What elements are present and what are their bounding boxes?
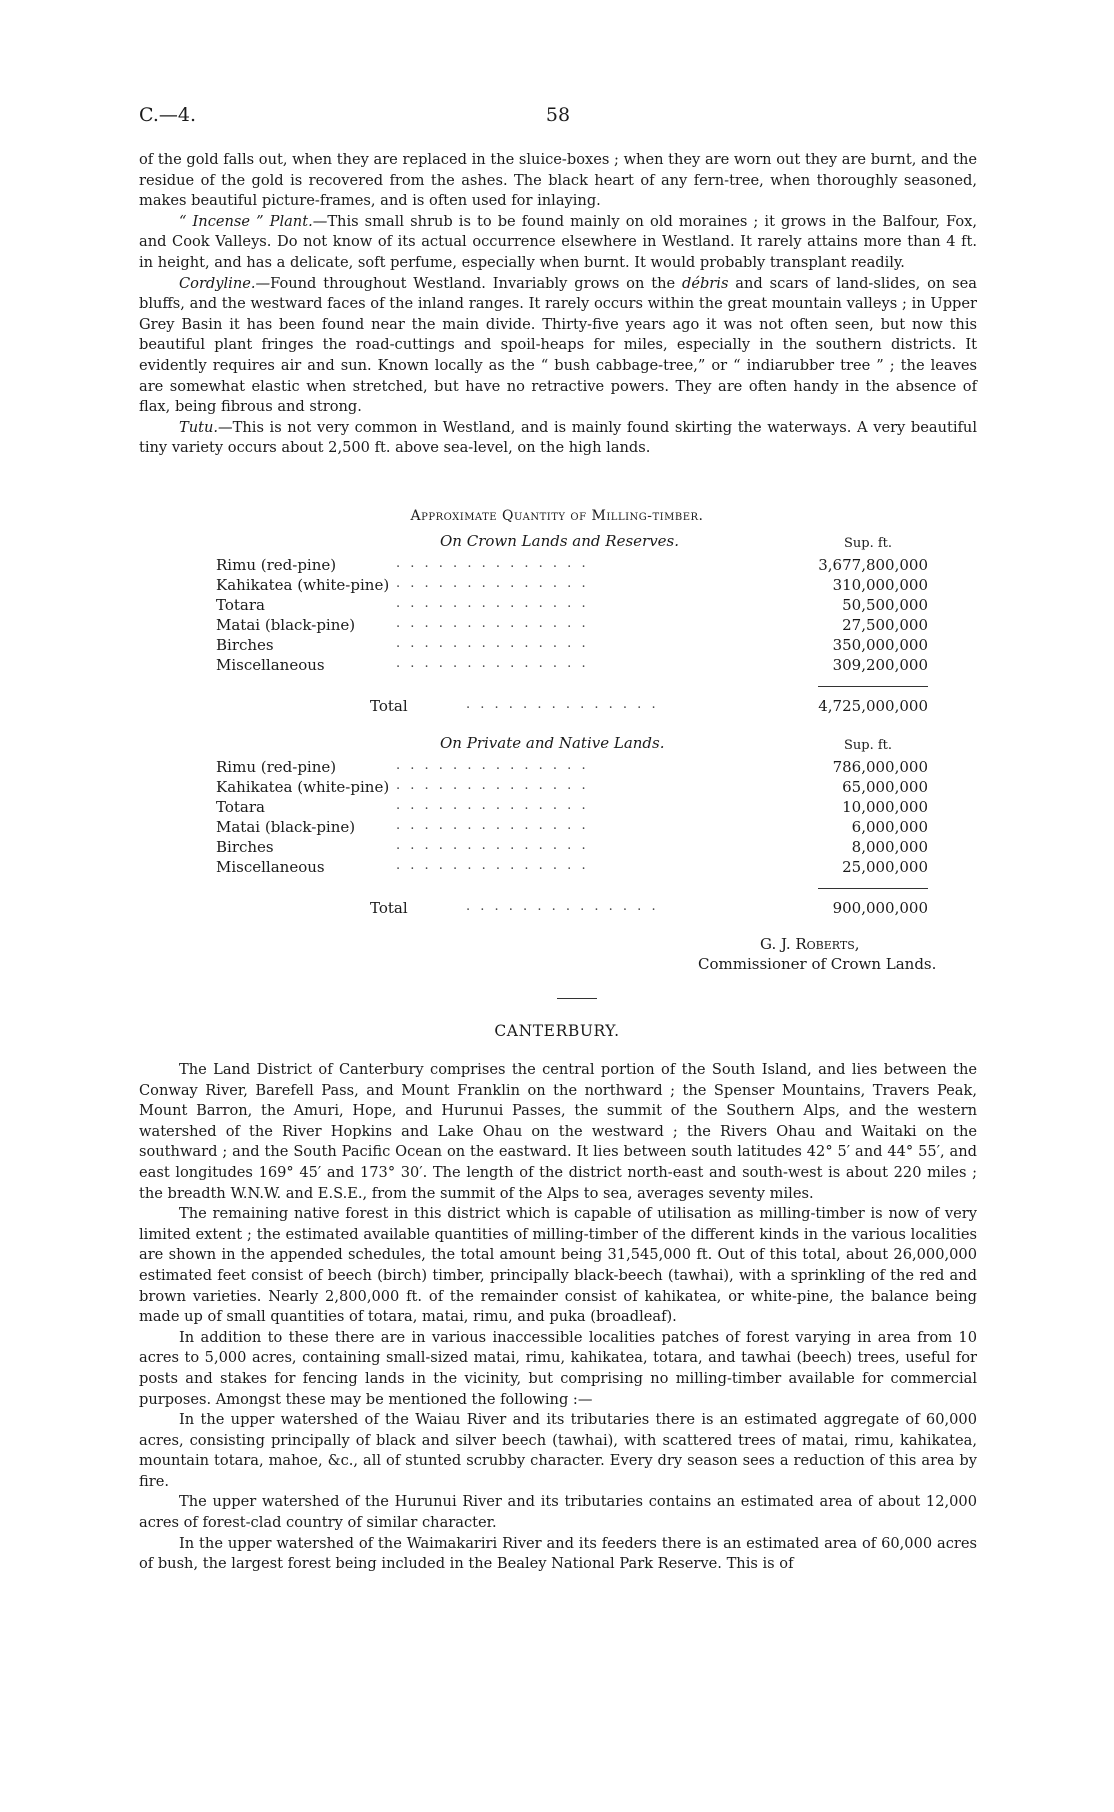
page-header — [139, 104, 977, 130]
signatory-name: G. J. Roberts, — [760, 935, 860, 953]
cordyline-title: Cordyline.— — [179, 274, 271, 292]
paragraph-hurunui-river: The upper watershed of the Hurunui River and its tributaries contains an estimated area of about 12,000 acres of forest-clad country of similar character. — [139, 1493, 977, 1532]
table-row: Kahikatea (white-pine) . . . . . . . . . . . . . . 310,000,000 — [216, 576, 928, 594]
paragraph-incense-plant — [139, 212, 977, 274]
table-row: Birches . . . . . . . . . . . . . . 350,000,000 — [216, 636, 928, 654]
table-row: Rimu (red-pine) . . . . . . . . . . . . . . 3,677,800,000 — [216, 556, 928, 574]
cordyline-text-b: and scars of land-slides, on sea bluffs, and the westward faces of the inland ranges. It rarely occurs within the great mountain valleys ; in Upper Grey Basin it has been found near the main divide. Thirty-five years ago it was not often seen, but now this beautiful plant fringes the road-cuttings and spoil-heaps for miles, especially in the southern districts. It evidently requires air and sun. Known locally as the “ bush cabbage-tree,” or “ indiarubber tree ” ; the leaves are somewhat elastic when stretched, but have no retractive powers. They are often handy in the absence of flax, being fibrous and strong. — [139, 274, 977, 416]
table-row: Miscellaneous . . . . . . . . . . . . . . 25,000,000 — [216, 858, 928, 876]
tutu-title: Tutu.— — [179, 418, 233, 436]
paragraph-canterbury-boundaries: The Land District of Canterbury comprises the central portion of the South Island, and lies between the Conway River, Barefell Pass, and Mount Franklin on the northward ; the Spenser Mountains, Travers Peak, Mount Barron, the Amuri, Hope, and Hurunui Passes, the summit of the Southern Alps, and the western watershed of the River Hopkins and Lake Ohau on the westward ; the Rivers Ohau and Waitaki on the southward ; and the South Pacific Ocean on the eastward. It lies between south latitudes 42° 5′ and 44° 55′, and east longitudes 169° 45′ and 173° 30′. The length of the district north-east and south-west is about 220 miles ; the breadth W.N.W. and E.S.E., from the summit of the Alps to sea, averages seventy miles. — [139, 1061, 977, 1202]
incense-plant-text: This small shrub is to be found mainly on old moraines ; it grows in the Balfour, Fox, and Cook Valleys. Do not know of its actual occurrence elsewhere in Westland. It rarely attains more than 4 ft. in height, and has a delicate, soft perfume, especially when burnt. It would probably transplant readily. — [139, 212, 977, 271]
section-divider — [557, 998, 597, 999]
crown-lands-heading: On Crown Lands and Reserves. — [440, 532, 680, 550]
paragraph-remaining-forest: The remaining native forest in this district which is capable of utilisation as milling-timber is now of very limited extent ; the estimated available quantities of milling-timber of the different kinds in the various localities are shown in the appended schedules, the total amount being 31,545,000 ft. Out of this total, about 26,000,000 estimated feet consist of beech (birch) timber, principally black-beech (tawhai), with a sprinkling of the red and brown varieties. Nearly 2,800,000 ft. of the remainder consist of kahikatea, or white-pine, the balance being made up of small quantities of totara, matai, rimu, and puka (broadleaf). — [139, 1205, 977, 1326]
table-row: Rimu (red-pine) . . . . . . . . . . . . . . 786,000,000 — [216, 758, 928, 776]
incense-plant-title: “ Incense ” Plant.— — [179, 212, 328, 230]
signatory-title: Commissioner of Crown Lands. — [698, 955, 937, 973]
paragraph-fern-tree: of the gold falls out, when they are replaced in the sluice-boxes ; when they are worn out they are burnt, and the residue of the gold is recovered from the ashes. The black heart of any fern-tree, when thoroughly seasoned, makes beautiful picture-frames, and is often used for inlaying. — [139, 151, 977, 210]
paragraph-cordyline — [139, 274, 977, 418]
crown-unit-label: Sup. ft. — [843, 536, 893, 551]
canterbury-text — [139, 1060, 977, 1575]
table-row: Miscellaneous . . . . . . . . . . . . . . 309,200,000 — [216, 656, 928, 674]
paragraph-inaccessible-patches: In addition to these there are in various inaccessible localities patches of forest varying in area from 10 acres to 5,000 acres, containing small-sized matai, rimu, kahikatea, totara, and tawhai (beech) trees, useful for posts and stakes for fencing lands in the vicinity, but comprising no milling-timber available for commercial purposes. Amongst these may be mentioned the following :— — [139, 1328, 977, 1408]
cordyline-debris: débris — [681, 274, 729, 292]
private-total-row: Total . . . . . . . . . . . . . . 900,000,000 — [370, 899, 928, 917]
document-code: C.—4. — [139, 104, 197, 126]
crown-total-row: Total . . . . . . . . . . . . . . 4,725,000,000 — [370, 697, 928, 715]
table-row: Matai (black-pine) . . . . . . . . . . . . . . 27,500,000 — [216, 616, 928, 634]
table-row: Matai (black-pine) . . . . . . . . . . . . . . 6,000,000 — [216, 818, 928, 836]
paragraph-tutu — [139, 418, 977, 459]
canterbury-heading: CANTERBURY. — [494, 1022, 620, 1040]
table-title: Approximate Quantity of Milling-timber. — [410, 508, 704, 524]
subtotal-rule — [818, 686, 928, 687]
cordyline-text-a: Found throughout Westland. Invariably grows on the — [270, 274, 682, 292]
page-number: 58 — [545, 104, 571, 126]
table-row: Kahikatea (white-pine) . . . . . . . . . . . . . . 65,000,000 — [216, 778, 928, 796]
westland-text — [139, 150, 977, 459]
private-unit-label: Sup. ft. — [843, 738, 893, 753]
tutu-text: This is not very common in Westland, and is mainly found skirting the waterways. A very beautiful tiny variety occurs about 2,500 ft. above sea-level, on the high lands. — [139, 418, 977, 457]
table-row: Totara . . . . . . . . . . . . . . 50,500,000 — [216, 596, 928, 614]
paragraph-waimakariri-river: In the upper watershed of the Waimakariri River and its feeders there is an estimated area of 60,000 acres of bush, the largest forest being included in the Bealey National Park Reserve. This is of — [139, 1534, 977, 1573]
table-row: Birches . . . . . . . . . . . . . . 8,000,000 — [216, 838, 928, 856]
subtotal-rule — [818, 888, 928, 889]
paragraph-waiau-river: In the upper watershed of the Waiau River and its tributaries there is an estimated aggregate of 60,000 acres, consisting principally of black and silver beech (tawhai), with scattered trees of matai, rimu, kahikatea, mountain totara, mahoe, &c., all of stunted scrubby character. Every dry season sees a reduction of this area by fire. — [139, 1411, 977, 1490]
table-row: Totara . . . . . . . . . . . . . . 10,000,000 — [216, 798, 928, 816]
private-lands-heading: On Private and Native Lands. — [440, 734, 665, 752]
